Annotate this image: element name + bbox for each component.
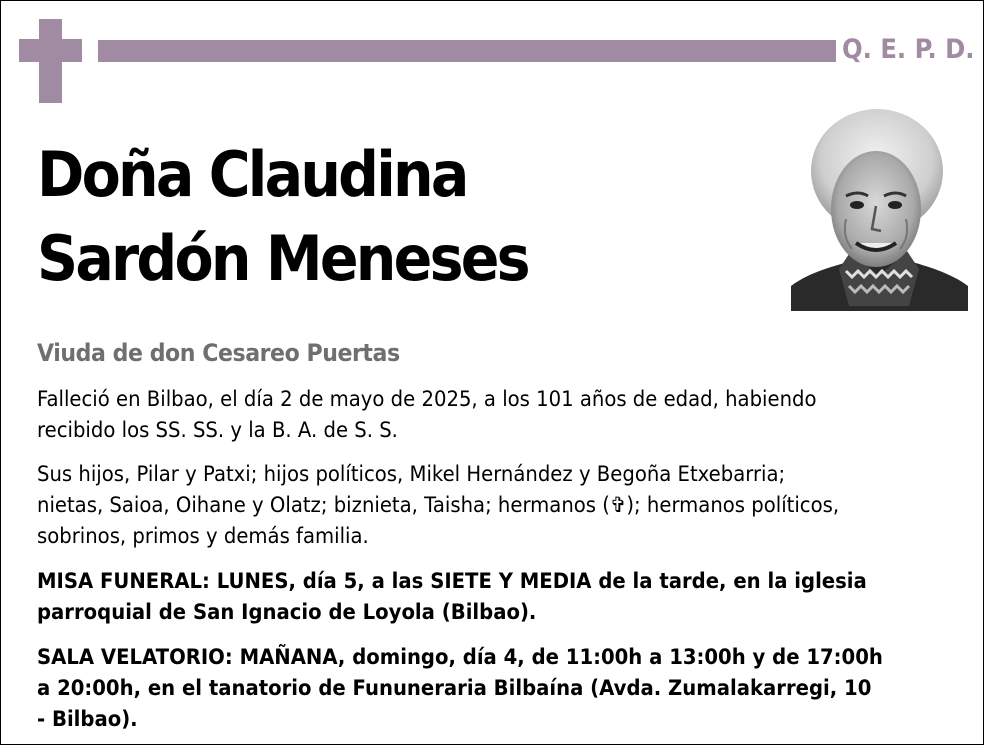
text-fragment: nietas, Saioa, Oihane y Olatz; biznieta, Taisha; hermanos ( — [37, 493, 610, 517]
text-line: sobrinos, primos y demás familia. — [37, 524, 369, 548]
portrait-photo — [791, 101, 968, 311]
deceased-name — [37, 133, 528, 301]
text-line: Falleció en Bilbao, el día 2 de mayo de 2025, a los 101 años de edad, habiendo — [37, 387, 817, 411]
name-line-1: Doña Claudina — [37, 138, 467, 211]
cross-horizontal-bar — [19, 39, 82, 62]
text-line: parroquial de San Ignacio de Loyola (Bilbao). — [37, 600, 537, 624]
wake-room-paragraph — [37, 642, 953, 735]
name-line-2: Sardón Meneses — [37, 222, 528, 295]
text-line: - Bilbao). — [37, 707, 138, 731]
text-line: MISA FUNERAL: LUNES, día 5, a las SIETE Y MEDIA de la tarde, en la iglesia — [37, 569, 867, 593]
death-paragraph — [37, 384, 953, 446]
text-line: recibido los SS. SS. y la B. A. de S. S. — [37, 418, 398, 442]
portrait-image — [791, 101, 968, 311]
text-line: a 20:00h, en el tanatorio de Fununeraria Bilbaína (Avda. Zumalakarregi, 10 — [37, 676, 872, 700]
widow-subtitle: Viuda de don Cesareo Puertas — [37, 339, 400, 367]
funeral-mass-paragraph — [37, 566, 953, 628]
text-fragment: ); hermanos políticos, — [626, 493, 840, 517]
qepd-label: Q. E. P. D. — [842, 34, 975, 65]
header-rule — [98, 40, 836, 62]
cross-icon: ✞ — [609, 493, 627, 517]
text-line — [37, 490, 953, 521]
text-line: SALA VELATORIO: MAÑANA, domingo, día 4, de 11:00h a 13:00h y de 17:00h — [37, 645, 883, 669]
family-paragraph — [37, 459, 953, 552]
text-line: Sus hijos, Pilar y Patxi; hijos políticos, Mikel Hernández y Begoña Etxebarria; — [37, 462, 786, 486]
